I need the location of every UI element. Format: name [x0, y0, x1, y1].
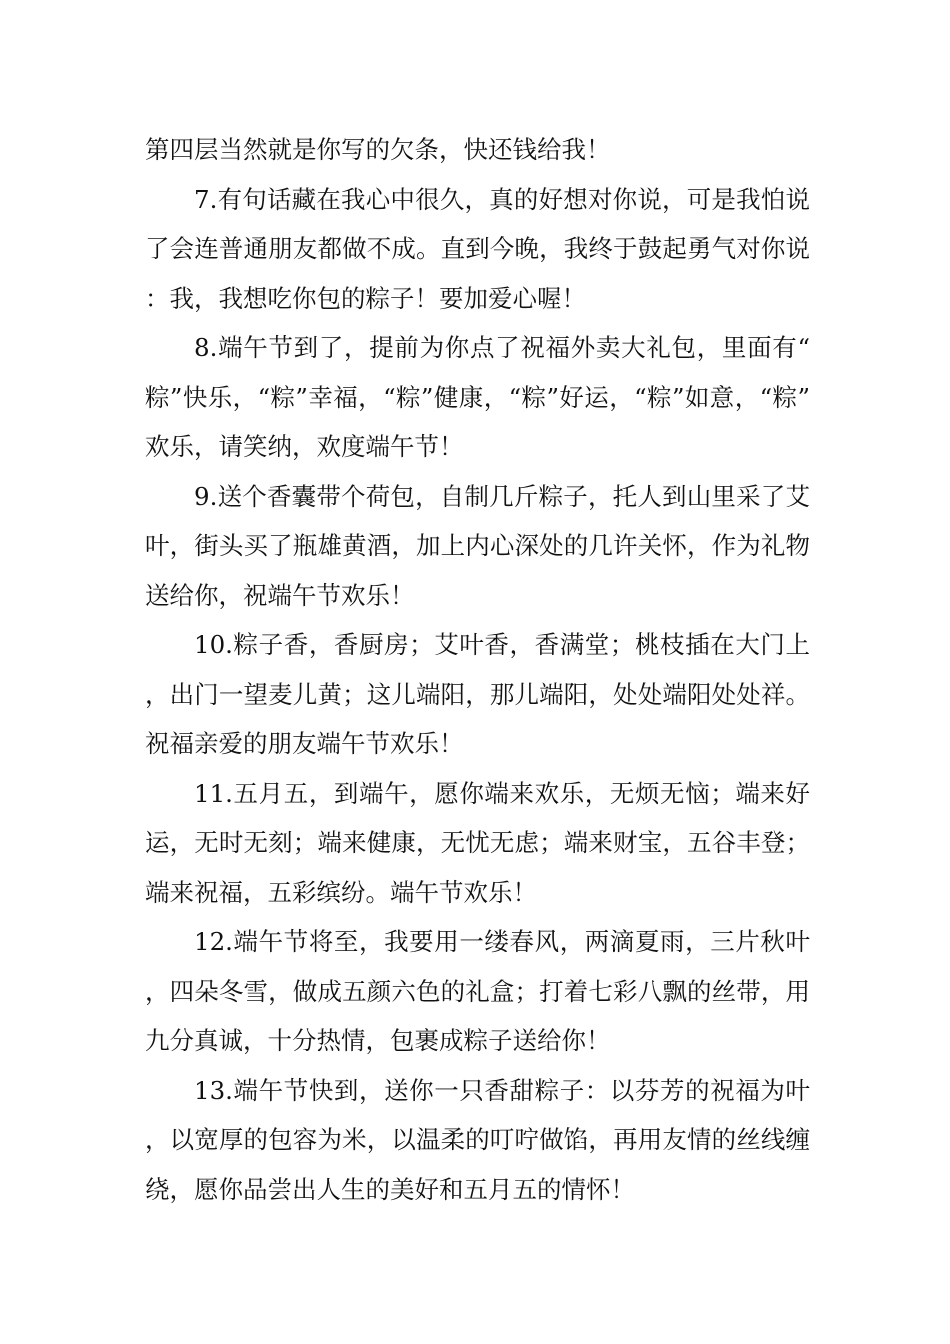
paragraph-6: 11.五月五，到端午，愿你端来欢乐，无烦无恼；端来好运，无时无刻；端来健康，无忧无虑；端来财宝，五谷丰登；端来祝福，五彩缤纷。端午节欢乐！ [145, 778, 810, 907]
paragraph-5: 10.粽子香，香厨房；艾叶香，香满堂；桃枝插在大门上，出门一望麦儿黄；这儿端阳，那儿端阳，处处端阳处处祥。祝福亲爱的朋友端午节欢乐！ [145, 630, 810, 758]
paragraph-4: 9.送个香囊带个荷包，自制几斤粽子，托人到山里采了艾叶，街头买了瓶雄黄酒，加上内心深处的几许关怀，作为礼物送给你，祝端午节欢乐！ [145, 481, 810, 610]
paragraph-2: 7.有句话藏在我心中很久，真的好想对你说，可是我怕说了会连普通朋友都做不成。直到今晚，我终于鼓起勇气对你说：我，我想吃你包的粽子！要加爱心喔！ [145, 184, 810, 313]
paragraph-8: 13.端午节快到，送你一只香甜粽子：以芬芳的祝福为叶，以宽厚的包容为米，以温柔的叮咛做馅，再用友情的丝线缠绕，愿你品尝出人生的美好和五月五的情怀！ [145, 1075, 810, 1204]
paragraph-1: 第四层当然就是你写的欠条，快还钱给我！ [145, 135, 611, 164]
paragraph-3: 8.端午节到了，提前为你点了祝福外卖大礼包，里面有“粽”快乐，“粽”幸福，“粽”健康，“粽”好运，“粽”如意，“粽”欢乐，请笑纳，欢度端午节！ [145, 333, 810, 461]
document-body [145, 125, 810, 1214]
paragraph-7: 12.端午节将至，我要用一缕春风，两滴夏雨，三片秋叶，四朵冬雪，做成五颜六色的礼盒；打着七彩八飘的丝带，用九分真诚，十分热情，包裹成粽子送给你！ [145, 927, 810, 1055]
